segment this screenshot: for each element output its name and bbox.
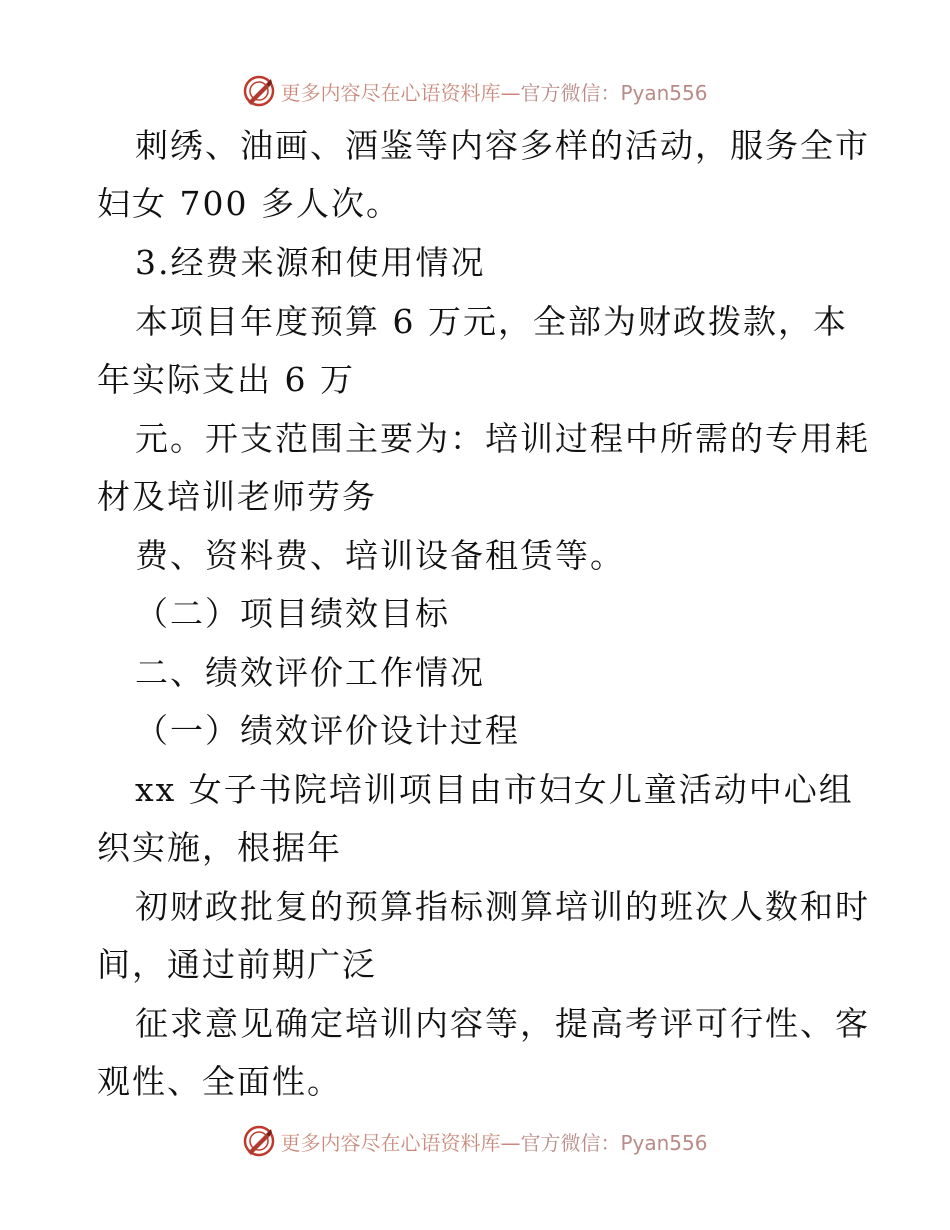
banner-wechat: 官方微信：Pyan556	[520, 1130, 708, 1155]
paragraph-line: xx 女子书院培训项目由市妇女儿童活动中心组	[135, 770, 854, 809]
pen-logo-icon	[242, 74, 276, 108]
banner-text	[280, 77, 707, 106]
banner-slogan: 更多内容尽在心语资料库—	[280, 80, 521, 105]
pen-logo-icon	[242, 1124, 276, 1158]
paragraph-line: 初财政批复的预算指标测算培训的班次人数和时	[135, 887, 870, 926]
paragraph-line: 妇女 700 多人次。	[97, 184, 401, 223]
paragraph-line: 间，通过前期广泛	[97, 945, 377, 984]
paragraph-line: 刺绣、油画、酒鉴等内容多样的活动，服务全市	[135, 126, 870, 165]
section-heading: 3.经费来源和使用情况	[135, 243, 486, 282]
banner-wechat: 官方微信：Pyan556	[520, 80, 708, 105]
paragraph-line: 费、资料费、培训设备租赁等。	[135, 536, 625, 575]
paragraph-line: 织实施，根据年	[97, 828, 342, 867]
footer-banner	[0, 1121, 950, 1161]
paragraph-line: 观性、全面性。	[97, 1062, 342, 1101]
section-heading: 二、绩效评价工作情况	[135, 653, 485, 692]
paragraph-line: 年实际支出 6 万	[97, 360, 355, 399]
banner-text	[280, 1127, 707, 1156]
header-banner	[0, 71, 950, 111]
paragraph-line: 本项目年度预算 6 万元，全部为财政拨款，本	[135, 302, 848, 341]
paragraph-line: 征求意见确定培训内容等，提高考评可行性、客	[135, 1004, 870, 1043]
banner-slogan: 更多内容尽在心语资料库—	[280, 1130, 521, 1155]
section-heading: （二）项目绩效目标	[135, 594, 450, 633]
paragraph-line: 材及培训老师劳务	[97, 477, 377, 516]
paragraph-line: 元。开支范围主要为：培训过程中所需的专用耗	[135, 419, 870, 458]
section-heading: （一）绩效评价设计过程	[135, 711, 520, 750]
